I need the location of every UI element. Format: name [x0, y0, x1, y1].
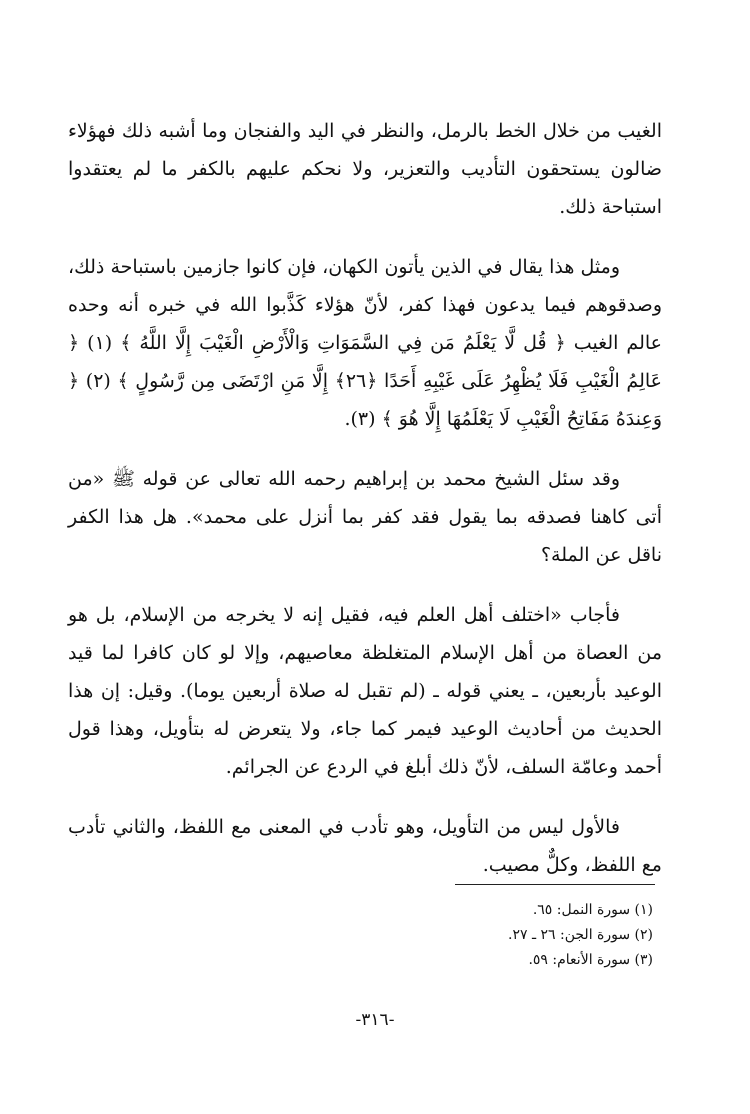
- footnotes: [353, 898, 653, 973]
- paragraph-4: فأجاب «اختلف أهل العلم فيه، فقيل إنه لا يخرجه من الإسلام، بل هو من العصاة من أهل الإسلام المتغلظة معاصيهم، وإلا لو كان كافرا لما قيد الوعيد بأربعين، ـ يعني قوله ـ (لم تقبل له صلاة أربعين يوما). وقيل: إن هذا الحديث من أحاديث الوعيد فيمر كما جاء، ولا يتعرض له بتأويل، وهذا قول أحمد وعامّة السلف، لأنّ ذلك أبلغ في الردع عن الجرائم.: [68, 604, 662, 778]
- paragraph-3: وقد سئل الشيخ محمد بن إبراهيم رحمه الله تعالى عن قوله ﷺ «من أتى كاهنا فصدقه بما يقول فقد كفر بما أنزل على محمد». هل هذا الكفر ناقل عن الملة؟: [68, 468, 662, 566]
- paragraph-2: ومثل هذا يقال في الذين يأتون الكهان، فإن كانوا جازمين باستباحة ذلك، وصدقوهم فيما يدعون فهذا كفر، لأنّ هؤلاء كَذَّبوا الله في خبره أنه وحده عالم الغيب ﴿ قُل لَّا يَعْلَمُ مَن فِي السَّمَوَاتِ وَالْأَرْضِ الْغَيْبَ إِلَّا اللَّهُ ﴾ (١) ﴿ عَالِمُ الْغَيْبِ فَلَا يُظْهِرُ عَلَى غَيْبِهِ أَحَدًا ﴿٢٦﴾ إِلَّا مَنِ ارْتَضَى مِن رَّسُولٍ ﴾ (٢) ﴿ وَعِندَهُ مَفَاتِحُ الْغَيْبِ لَا يَعْلَمُهَا إِلَّا هُوَ ﴾ (٣).: [68, 256, 662, 430]
- body-text: [68, 112, 662, 884]
- footnote-divider: [455, 884, 655, 885]
- paragraph-1: الغيب من خلال الخط بالرمل، والنظر في اليد والفنجان وما أشبه ذلك فهؤلاء ضالون يستحقون التأديب والتعزير، ولا نحكم عليهم بالكفر ما لم يعتقدوا استباحة ذلك.: [68, 120, 662, 218]
- footnote-2: (٢) سورة الجن: ٢٦ ـ ٢٧.: [508, 927, 653, 943]
- page-number: -٣١٦-: [355, 1010, 395, 1030]
- footnote-3: (٣) سورة الأنعام: ٥٩.: [528, 952, 653, 968]
- footnote-1: (١) سورة النمل: ٦٥.: [532, 902, 653, 918]
- paragraph-5: فالأول ليس من التأويل، وهو تأدب في المعنى مع اللفظ، والثاني تأدب مع اللفظ، وكلٌّ مصيب.: [68, 816, 662, 876]
